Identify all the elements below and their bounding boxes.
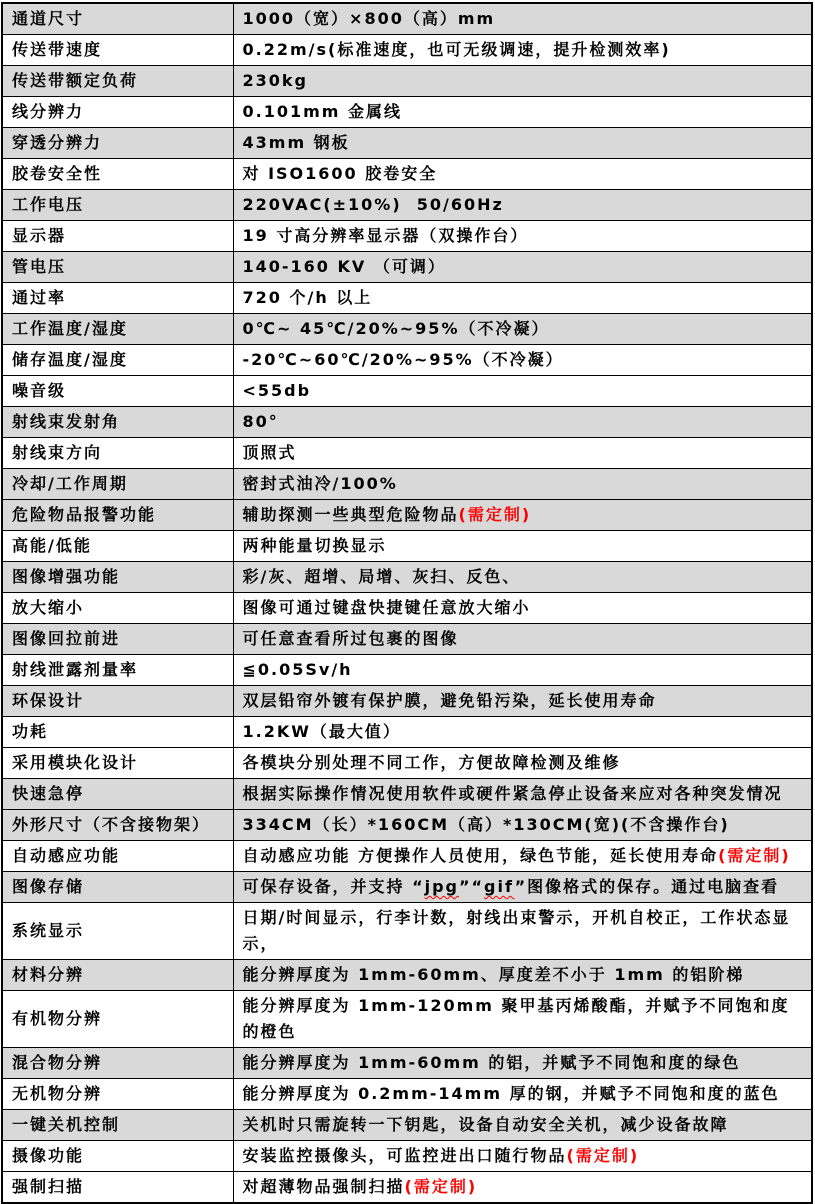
spec-value (233, 66, 812, 97)
spec-table (1, 2, 813, 1204)
spec-label: 一键关机控制 (2, 1110, 233, 1141)
spec-value-text: 对 ISO1600 胶卷安全 (242, 164, 438, 183)
spec-value (233, 314, 812, 345)
spec-label: 图像回拉前进 (2, 624, 233, 655)
spec-value-text: 彩/灰、超增、局增、灰扫、反色、 (242, 567, 521, 586)
spec-label: 工作电压 (2, 190, 233, 221)
spec-value-text: 各模块分别处理不同工作，方便故障检测及维修 (242, 753, 621, 772)
table-row (2, 717, 812, 748)
table-row (2, 810, 812, 841)
spec-label: 通道尺寸 (2, 3, 233, 35)
spec-value-text: 140-160 KV （可调） (242, 257, 446, 276)
spec-value (233, 1079, 812, 1110)
spec-value-text: 43mm 钢板 (242, 133, 350, 152)
table-row (2, 345, 812, 376)
spec-value (233, 1141, 812, 1172)
spec-label: 自动感应功能 (2, 841, 233, 872)
spec-label: 射线泄露剂量率 (2, 655, 233, 686)
spec-value-text: 220VAC(±10%) 50/60Hz (242, 195, 504, 214)
spec-value-highlight: (需定制) (404, 1177, 478, 1196)
spec-value-text: jpg (424, 877, 459, 896)
spec-value (233, 1172, 812, 1204)
spec-value-text: 能分辨厚度为 1mm-60mm、厚度差不小于 1mm 的铝阶梯 (242, 965, 745, 984)
spec-value (233, 407, 812, 438)
spec-label: 无机物分辨 (2, 1079, 233, 1110)
table-row (2, 991, 812, 1048)
spec-value-text: 根据实际操作情况使用软件或硬件紧急停止设备来应对各种突发情况 (242, 784, 783, 803)
table-row (2, 438, 812, 469)
spec-label: 穿透分辨力 (2, 128, 233, 159)
spec-value (233, 991, 812, 1048)
spec-value (233, 624, 812, 655)
table-row (2, 35, 812, 66)
table-row (2, 531, 812, 562)
spec-label: 传送带速度 (2, 35, 233, 66)
spec-value (233, 1048, 812, 1079)
spec-value-text: 334CM（长）*160CM（高）*130CM(宽)(不含操作台) (242, 815, 730, 834)
spec-value-text: 能分辨厚度为 1mm-120mm 聚甲基丙烯酸酯，并赋予不同饱和度的橙色 (242, 996, 790, 1041)
table-row (2, 903, 812, 960)
spec-value-text: 可任意查看所过包裹的图像 (242, 629, 459, 648)
spec-label: 有机物分辨 (2, 991, 233, 1048)
spec-value-text: -20℃~60℃/20%~95%（不冷凝） (242, 350, 564, 369)
spec-value-text: 230kg (242, 71, 308, 90)
spec-label: 外形尺寸（不含接物架） (2, 810, 233, 841)
spec-value (233, 376, 812, 407)
spec-value (233, 810, 812, 841)
table-row (2, 686, 812, 717)
spec-value-text: 1000（宽）×800（高）mm (242, 9, 496, 28)
spec-value-text: 对超薄物品强制扫描 (242, 1177, 405, 1196)
spec-value (233, 252, 812, 283)
table-row (2, 1172, 812, 1204)
spec-value (233, 531, 812, 562)
spec-label: 危险物品报警功能 (2, 500, 233, 531)
spec-value-text: 两种能量切换显示 (242, 536, 387, 555)
spec-value-text: 安装监控摄像头，可监控进出口随行物品 (242, 1146, 567, 1165)
spec-value-text: 19 寸高分辨率显示器（双操作台） (242, 226, 529, 245)
spec-value (233, 35, 812, 66)
spec-value (233, 872, 812, 903)
spec-value-highlight: (需定制) (458, 505, 532, 524)
spec-value (233, 717, 812, 748)
spec-value (233, 469, 812, 500)
spec-value-text: ”“ (458, 877, 485, 896)
spec-value (233, 438, 812, 469)
spec-label: 胶卷安全性 (2, 159, 233, 190)
spec-value-text: 日期/时间显示，行李计数，射线出束警示，开机自校正，工作状态显示， (242, 908, 791, 953)
table-row (2, 3, 812, 35)
spec-value-text: 双层铅帘外镀有保护膜，避免铅污染，延长使用寿命 (242, 691, 657, 710)
spec-value-text: 0℃~ 45℃/20%~95%（不冷凝） (242, 319, 550, 338)
table-row (2, 469, 812, 500)
spec-value-text: gif (484, 877, 515, 896)
spec-value (233, 686, 812, 717)
spec-label: 环保设计 (2, 686, 233, 717)
spec-label: 冷却/工作周期 (2, 469, 233, 500)
spec-label: 图像增强功能 (2, 562, 233, 593)
spec-value (233, 562, 812, 593)
spec-label: 快速急停 (2, 779, 233, 810)
spec-value (233, 221, 812, 252)
table-row (2, 252, 812, 283)
spec-value-text: 顶照式 (242, 443, 297, 462)
spec-value-highlight: (需定制) (566, 1146, 640, 1165)
spec-value-text: 1.2KW（最大值） (242, 722, 401, 741)
table-row (2, 159, 812, 190)
spec-value-text: 密封式油冷/100% (242, 474, 398, 493)
spec-label: 放大缩小 (2, 593, 233, 624)
spec-value-text: 能分辨厚度为 1mm-60mm 的铝，并赋予不同饱和度的绿色 (242, 1053, 741, 1072)
table-row (2, 1110, 812, 1141)
table-row (2, 66, 812, 97)
spec-value (233, 3, 812, 35)
spec-value-text: 辅助探测一些典型危险物品 (242, 505, 459, 524)
table-row (2, 841, 812, 872)
spec-value-text: 关机时只需旋转一下钥匙，设备自动安全关机，减少设备故障 (242, 1115, 729, 1134)
spec-value-text: 图像可通过键盘快捷键任意放大缩小 (242, 598, 531, 617)
spec-value-text: ”图像格式的保存。通过电脑查看 (514, 877, 780, 896)
spec-label: 混合物分辨 (2, 1048, 233, 1079)
spec-value (233, 345, 812, 376)
spec-value-text: 720 个/h 以上 (242, 288, 373, 307)
table-row (2, 500, 812, 531)
spec-value-highlight: (需定制) (718, 846, 791, 865)
table-row (2, 655, 812, 686)
spec-value-text: 自动感应功能 方便操作人员使用，绿色节能，延长使用寿命 (242, 846, 719, 865)
table-row (2, 748, 812, 779)
table-row (2, 1079, 812, 1110)
spec-value (233, 190, 812, 221)
table-row (2, 1141, 812, 1172)
spec-value (233, 128, 812, 159)
spec-label: 传送带额定负荷 (2, 66, 233, 97)
spec-label: 高能/低能 (2, 531, 233, 562)
spec-label: 功耗 (2, 717, 233, 748)
spec-label: 射线束发射角 (2, 407, 233, 438)
spec-value-text: 80° (242, 412, 279, 431)
spec-table-body (2, 3, 812, 1203)
spec-label: 线分辨力 (2, 97, 233, 128)
spec-label: 强制扫描 (2, 1172, 233, 1204)
spec-label: 材料分辨 (2, 960, 233, 991)
spec-value (233, 903, 812, 960)
table-row (2, 190, 812, 221)
table-row (2, 407, 812, 438)
spec-value (233, 779, 812, 810)
spec-label: 噪音级 (2, 376, 233, 407)
table-row (2, 97, 812, 128)
table-row (2, 283, 812, 314)
table-row (2, 562, 812, 593)
spec-value-text: 0.22m/s(标准速度，也可无级调速，提升检测效率) (242, 40, 671, 59)
spec-value (233, 97, 812, 128)
spec-value (233, 159, 812, 190)
spec-label: 储存温度/湿度 (2, 345, 233, 376)
spec-label: 射线束方向 (2, 438, 233, 469)
table-row (2, 314, 812, 345)
table-row (2, 376, 812, 407)
spec-label: 通过率 (2, 283, 233, 314)
spec-value (233, 500, 812, 531)
spec-value (233, 283, 812, 314)
table-row (2, 779, 812, 810)
table-row (2, 872, 812, 903)
spec-value-text: 能分辨厚度为 0.2mm-14mm 厚的钢，并赋予不同饱和度的蓝色 (242, 1084, 780, 1103)
spec-label: 系统显示 (2, 903, 233, 960)
spec-value-text: 0.101mm 金属线 (242, 102, 403, 121)
table-row (2, 221, 812, 252)
spec-label: 管电压 (2, 252, 233, 283)
spec-label: 工作温度/湿度 (2, 314, 233, 345)
table-row (2, 960, 812, 991)
spec-value (233, 655, 812, 686)
table-row (2, 1048, 812, 1079)
table-row (2, 128, 812, 159)
spec-label: 图像存储 (2, 872, 233, 903)
spec-label: 摄像功能 (2, 1141, 233, 1172)
spec-value (233, 960, 812, 991)
spec-value (233, 748, 812, 779)
spec-label: 采用模块化设计 (2, 748, 233, 779)
spec-value-text: 可保存设备，并支持 “ (242, 877, 425, 896)
spec-value-text: <55db (242, 381, 312, 400)
table-row (2, 593, 812, 624)
spec-value (233, 1110, 812, 1141)
spec-value (233, 593, 812, 624)
table-row (2, 624, 812, 655)
spec-label: 显示器 (2, 221, 233, 252)
spec-value (233, 841, 812, 872)
spec-value-text: ≦0.05Sv/h (242, 660, 353, 679)
